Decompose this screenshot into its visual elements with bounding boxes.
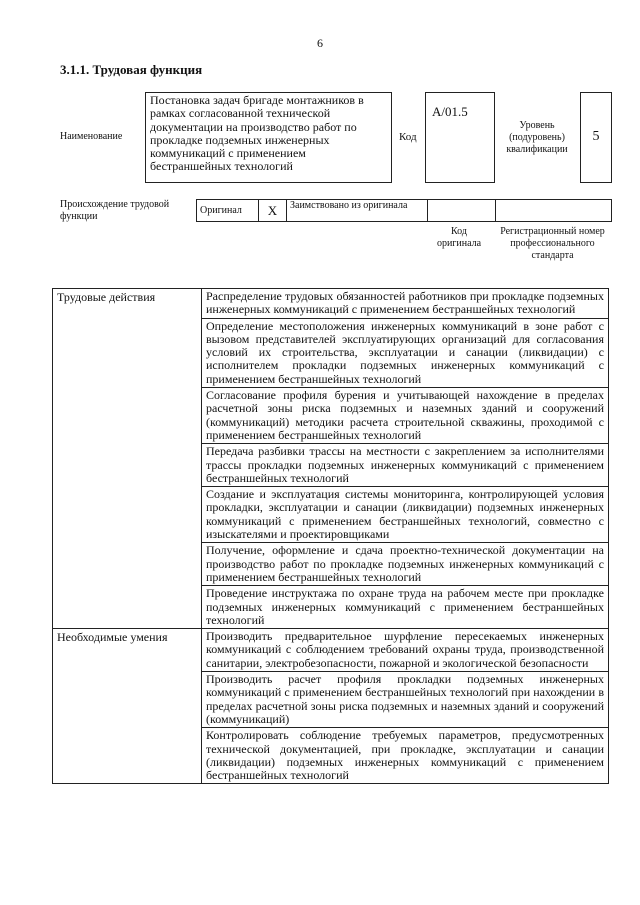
origin-table	[196, 199, 612, 222]
origin-label: Происхождение трудовой функции	[60, 199, 170, 222]
function-code-field: A/01.5	[425, 92, 495, 183]
category-cell: Трудовые действия	[53, 289, 202, 629]
level-field: 5	[580, 92, 612, 183]
original-mark: X	[259, 200, 287, 222]
item-cell: Передача разбивки трассы на местности с закреплением за исполнителями трассы прокладки подземных инженерных коммуникаций с применением бестраншейных технологий	[202, 444, 609, 487]
item-cell: Производить расчет профиля прокладки подземных инженерных коммуникаций с применением бестраншейных технологий при нахождении в пределах расчетной зоны риска подземных и наземных зданий и сооружений (коммуникаций)	[202, 672, 609, 728]
page-number: 6	[317, 36, 323, 50]
original-code-label: Код оригинала	[436, 226, 482, 249]
category-cell: Необходимые умения	[53, 629, 202, 784]
item-cell: Контролировать соблюдение требуемых параметров, предусмотренных технической документацией, при прокладке, эксплуатации и санации (ликвидации) подземных инженерных коммуникаций с применением бестраншейных технологий	[202, 728, 609, 784]
item-cell: Создание и эксплуатация системы мониторинга, контролирующей условия прокладки, эксплуатации и санации (ликвидации) подземных инженерных коммуникаций с применением бестраншейных технологий, совместно с изыскателями и проектировщиками	[202, 487, 609, 543]
original-label: Оригинал	[197, 200, 259, 222]
function-details-table	[52, 288, 609, 784]
section-title: 3.1.1. Трудовая функция	[60, 62, 203, 77]
original-code-cell	[428, 200, 496, 222]
item-cell: Проведение инструктажа по охране труда на рабочем месте при прокладке подземных инженерных коммуникаций с применением бестраншейных технологий	[202, 586, 609, 629]
name-label: Наименование	[60, 131, 123, 142]
table-row	[53, 289, 609, 319]
table-row	[53, 629, 609, 672]
item-cell: Согласование профиля бурения и учитывающей нахождение в пределах расчетной зоны риска подземных и наземных зданий и сооружений (коммуникаций) методики расчета строительной скважины, проходимой с применением бестраншейных технологий	[202, 388, 609, 444]
function-name-field: Постановка задач бригаде монтажников в рамках согласованной технической документации на производство работ по прокладке подземных инженерных коммуникаций с применением бестраншейных технологий	[145, 92, 392, 183]
level-label: Уровень (подуровень) квалификации	[506, 120, 568, 155]
borrowed-label: Заимствовано из оригинала	[287, 200, 428, 222]
item-cell: Распределение трудовых обязанностей работников при прокладке подземных инженерных коммуникаций с применением бестраншейных технологий	[202, 289, 609, 319]
item-cell: Получение, оформление и сдача проектно-технической документации на производство работ по прокладке подземных инженерных коммуникаций с применением бестраншейных технологий	[202, 543, 609, 586]
item-cell: Производить предварительное шурфление пересекаемых инженерных коммуникаций с соблюдением требований охраны труда, производственной санитарии, электробезопасности, пожарной и экологической безопасности	[202, 629, 609, 672]
reg-number-label: Регистрационный номер профессионального стандарта	[500, 226, 605, 261]
item-cell: Определение местоположения инженерных коммуникаций в зоне работ с вызовом представителей эксплуатирующих организаций для согласования условий их строительства, эксплуатации и санации (ликвидации) с исполнителем прокладки подземных инженерных коммуникаций с применением бестраншейных технологий	[202, 318, 609, 387]
code-label: Код	[399, 131, 417, 143]
reg-number-cell	[496, 200, 612, 222]
